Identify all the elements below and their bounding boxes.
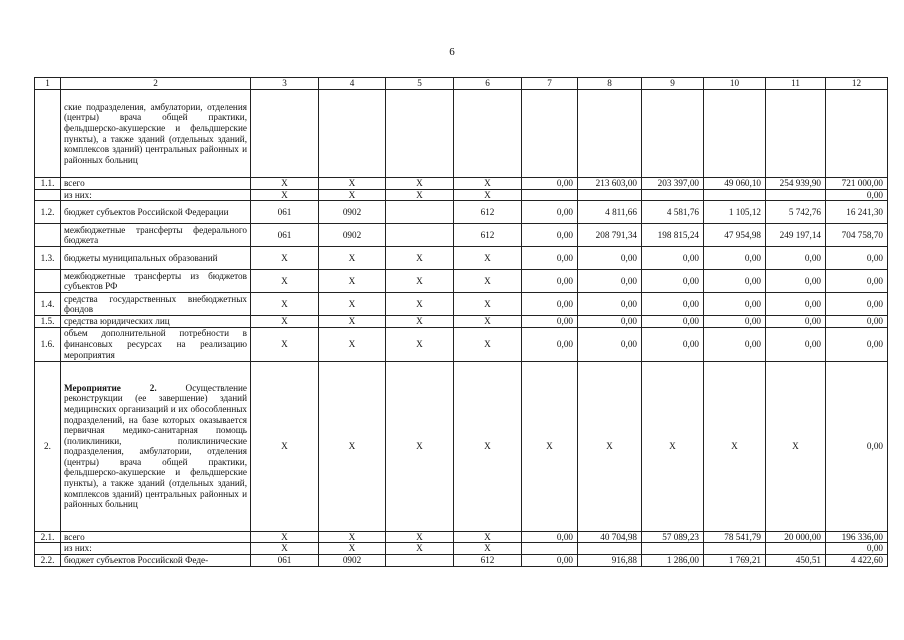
table-cell <box>642 543 704 555</box>
row-description <box>61 554 251 566</box>
table-cell: 0,00 <box>522 178 578 190</box>
table-cell <box>454 90 522 178</box>
table-cell: 0,00 <box>826 316 888 328</box>
table-cell: 254 939,90 <box>766 178 826 190</box>
column-number-header: 9 <box>642 78 704 90</box>
table-cell: 1 105,12 <box>704 201 766 224</box>
table-cell: 0,00 <box>826 361 888 531</box>
table-cell: X <box>766 361 826 531</box>
table-cell: X <box>319 543 386 555</box>
table-cell <box>766 90 826 178</box>
table-row <box>35 327 888 361</box>
table-row <box>35 178 888 190</box>
table-cell: 0,00 <box>704 316 766 328</box>
table-cell: 5 742,76 <box>766 201 826 224</box>
table-cell: X <box>386 247 454 270</box>
column-number-header: 12 <box>826 78 888 90</box>
table-cell: 0,00 <box>766 327 826 361</box>
table-cell: X <box>386 270 454 293</box>
row-number: 1.1. <box>35 178 61 190</box>
row-description <box>61 201 251 224</box>
table-row <box>35 201 888 224</box>
table-cell: X <box>251 247 319 270</box>
table-cell: X <box>251 316 319 328</box>
column-number-header: 7 <box>522 78 578 90</box>
row-description <box>61 90 251 178</box>
table-cell: X <box>319 327 386 361</box>
table-cell <box>319 90 386 178</box>
table-cell: 4 811,66 <box>578 201 642 224</box>
column-number-header: 2 <box>61 78 251 90</box>
table-cell: X <box>386 189 454 201</box>
table-cell: X <box>319 361 386 531</box>
row-number: 1.4. <box>35 293 61 316</box>
description-text: межбюджетные трансферты федерального бюджета <box>64 224 247 246</box>
table-cell: 0,00 <box>578 247 642 270</box>
table-cell: X <box>386 178 454 190</box>
table-cell: 0,00 <box>578 293 642 316</box>
description-text: средства государственных внебюджетных фондов <box>64 293 247 315</box>
page-number: 6 <box>449 46 455 58</box>
table-cell <box>251 90 319 178</box>
description-text: Осуществление реконструкции (ее завершение) зданий медицинских организаций и их обособленных подразделений, на базе которых оказывается первичная медико-санитарная помощь (поликлиники, поликлинические подразделения, амбулатории, отделения (центры) врача общей практики, фельдшерско-акушерские и фельдшерские пункты), а также зданий (отдельных зданий, комплексов зданий) центральных районных и районных больниц <box>64 382 248 510</box>
table-cell: 0,00 <box>578 270 642 293</box>
description-text: ские подразделения, амбулатории, отделения (центры) врача общей практики, фельдшерско-акушерские и фельдшерские пункты), а также зданий (отдельных зданий, комплексов зданий) центральных районных и районных больниц <box>64 101 247 165</box>
table-cell: 0,00 <box>704 247 766 270</box>
row-description <box>61 361 251 531</box>
table-row <box>35 531 888 543</box>
table-cell: 203 397,00 <box>642 178 704 190</box>
table-cell <box>704 543 766 555</box>
description-text: бюджет субъектов Российской Феде- <box>64 554 209 565</box>
column-number-header: 5 <box>386 78 454 90</box>
row-description <box>61 327 251 361</box>
table-cell: X <box>454 247 522 270</box>
table-cell: 0,00 <box>704 270 766 293</box>
table-cell: X <box>319 270 386 293</box>
table-cell: 0,00 <box>522 247 578 270</box>
table-cell <box>704 189 766 201</box>
table-cell: 612 <box>454 554 522 566</box>
description-text: межбюджетные трансферты из бюджетов субъектов РФ <box>64 270 247 292</box>
table-cell: 1 769,21 <box>704 554 766 566</box>
table-cell: 40 704,98 <box>578 531 642 543</box>
table-cell: 208 791,34 <box>578 224 642 247</box>
table-cell: 0,00 <box>522 224 578 247</box>
row-number <box>35 90 61 178</box>
table-cell: 0,00 <box>522 554 578 566</box>
row-description <box>61 247 251 270</box>
table-cell: 0,00 <box>578 316 642 328</box>
table-cell <box>386 90 454 178</box>
description-text: бюджет субъектов Российской Федерации <box>64 206 229 217</box>
table-cell: 612 <box>454 224 522 247</box>
table-cell: 0,00 <box>642 327 704 361</box>
table-cell: X <box>319 531 386 543</box>
table-cell: X <box>251 189 319 201</box>
table-cell <box>522 543 578 555</box>
measure-title: Мероприятие 2. <box>64 382 157 393</box>
table-cell: X <box>319 189 386 201</box>
table-cell <box>578 90 642 178</box>
description-text: бюджеты муниципальных образований <box>64 252 218 263</box>
table-cell: 916,88 <box>578 554 642 566</box>
table-cell: X <box>454 316 522 328</box>
table-cell: 0,00 <box>826 189 888 201</box>
column-number-header: 3 <box>251 78 319 90</box>
table-cell: X <box>386 293 454 316</box>
table-cell: X <box>704 361 766 531</box>
column-number-header: 4 <box>319 78 386 90</box>
table-row <box>35 361 888 531</box>
table-cell: 0,00 <box>766 293 826 316</box>
table-cell: 704 758,70 <box>826 224 888 247</box>
row-number <box>35 189 61 201</box>
table-cell: 0902 <box>319 224 386 247</box>
table-cell <box>826 90 888 178</box>
table-cell <box>386 224 454 247</box>
description-text: из них: <box>64 543 92 554</box>
table-row <box>35 90 888 178</box>
table-cell <box>642 90 704 178</box>
table-cell: X <box>319 178 386 190</box>
table-cell: 0,00 <box>704 293 766 316</box>
table-cell: 47 954,98 <box>704 224 766 247</box>
table-cell: X <box>386 361 454 531</box>
description-text: из них: <box>64 189 92 200</box>
budget-table <box>34 77 888 567</box>
table-cell <box>522 189 578 201</box>
table-cell: 0,00 <box>642 270 704 293</box>
table-cell: 1 286,00 <box>642 554 704 566</box>
table-cell: X <box>454 270 522 293</box>
table-cell: X <box>251 531 319 543</box>
table-cell: X <box>522 361 578 531</box>
table-cell <box>386 201 454 224</box>
table-row <box>35 316 888 328</box>
row-number: 1.3. <box>35 247 61 270</box>
table-cell: 061 <box>251 554 319 566</box>
table-cell: X <box>454 178 522 190</box>
row-number <box>35 224 61 247</box>
table-cell: X <box>578 361 642 531</box>
row-description <box>61 224 251 247</box>
table-cell: X <box>251 361 319 531</box>
column-number-header: 1 <box>35 78 61 90</box>
table-cell: 198 815,24 <box>642 224 704 247</box>
table-cell: X <box>251 543 319 555</box>
table-cell <box>578 543 642 555</box>
row-number <box>35 270 61 293</box>
table-cell: X <box>386 531 454 543</box>
table-cell: X <box>319 316 386 328</box>
table-cell: 0,00 <box>642 293 704 316</box>
table-cell: X <box>454 189 522 201</box>
row-description <box>61 270 251 293</box>
table-cell: X <box>454 531 522 543</box>
table-cell: X <box>454 293 522 316</box>
row-description <box>61 293 251 316</box>
row-description <box>61 543 251 555</box>
table-cell: 0,00 <box>522 293 578 316</box>
table-cell: X <box>642 361 704 531</box>
row-number: 1.6. <box>35 327 61 361</box>
row-description <box>61 189 251 201</box>
table-row <box>35 270 888 293</box>
row-number <box>35 543 61 555</box>
table-cell: 612 <box>454 201 522 224</box>
column-number-header: 10 <box>704 78 766 90</box>
table-cell: 0,00 <box>522 316 578 328</box>
table-cell: 721 000,00 <box>826 178 888 190</box>
table-cell: 0,00 <box>704 327 766 361</box>
table-row <box>35 247 888 270</box>
table-cell <box>766 543 826 555</box>
table-cell: 0,00 <box>826 543 888 555</box>
table-cell: 213 603,00 <box>578 178 642 190</box>
table-cell: X <box>386 543 454 555</box>
table-cell: 061 <box>251 224 319 247</box>
table-cell: 0,00 <box>766 316 826 328</box>
table-cell: 0902 <box>319 201 386 224</box>
table-cell: X <box>319 247 386 270</box>
table-cell: 49 060,10 <box>704 178 766 190</box>
table-row <box>35 224 888 247</box>
table-cell: 4 581,76 <box>642 201 704 224</box>
table-cell: X <box>454 543 522 555</box>
table-cell <box>766 189 826 201</box>
table-cell: 0,00 <box>522 327 578 361</box>
description-text: всего <box>64 178 85 188</box>
table-cell: X <box>251 270 319 293</box>
table-cell: 0,00 <box>766 247 826 270</box>
table-cell: 249 197,14 <box>766 224 826 247</box>
table-cell: X <box>454 361 522 531</box>
table-row <box>35 543 888 555</box>
table-row <box>35 293 888 316</box>
table-cell: 0,00 <box>642 247 704 270</box>
table-cell: 061 <box>251 201 319 224</box>
table-cell: X <box>319 293 386 316</box>
table-cell: 20 000,00 <box>766 531 826 543</box>
table-row <box>35 554 888 566</box>
column-number-header: 11 <box>766 78 826 90</box>
table-cell: 78 541,79 <box>704 531 766 543</box>
table-cell: 0,00 <box>826 327 888 361</box>
column-number-header: 8 <box>578 78 642 90</box>
table-cell <box>704 90 766 178</box>
row-description <box>61 178 251 190</box>
table-cell: 0,00 <box>522 531 578 543</box>
table-cell: X <box>251 293 319 316</box>
table-cell: 0,00 <box>578 327 642 361</box>
row-description <box>61 316 251 328</box>
row-number: 2. <box>35 361 61 531</box>
table-cell: X <box>386 327 454 361</box>
table-cell: X <box>386 316 454 328</box>
table-cell <box>642 189 704 201</box>
table-cell: 196 336,00 <box>826 531 888 543</box>
row-number: 1.5. <box>35 316 61 328</box>
row-description <box>61 531 251 543</box>
description-text: средства юридических лиц <box>64 316 170 327</box>
table-cell: 16 241,30 <box>826 201 888 224</box>
table-cell: 0,00 <box>766 270 826 293</box>
column-number-header: 6 <box>454 78 522 90</box>
row-number: 2.1. <box>35 531 61 543</box>
table-cell <box>386 554 454 566</box>
description-text: всего <box>64 531 85 542</box>
table-cell: 0,00 <box>522 270 578 293</box>
row-number: 2.2. <box>35 554 61 566</box>
table-cell: 0902 <box>319 554 386 566</box>
row-number: 1.2. <box>35 201 61 224</box>
table-cell: 0,00 <box>522 201 578 224</box>
table-cell: 0,00 <box>826 247 888 270</box>
table-header-row <box>35 78 888 90</box>
table-cell <box>522 90 578 178</box>
table-cell: 0,00 <box>642 316 704 328</box>
table-cell: X <box>251 327 319 361</box>
description-text: объем дополнительной потребности в финансовых ресурсах на реализацию мероприятия <box>64 328 247 360</box>
table-cell: 450,51 <box>766 554 826 566</box>
table-cell: 0,00 <box>826 270 888 293</box>
table-cell: X <box>251 178 319 190</box>
table-cell: 57 089,23 <box>642 531 704 543</box>
table-cell: 0,00 <box>826 293 888 316</box>
table-row <box>35 189 888 201</box>
table-cell: 4 422,60 <box>826 554 888 566</box>
table-cell <box>578 189 642 201</box>
table-cell: X <box>454 327 522 361</box>
